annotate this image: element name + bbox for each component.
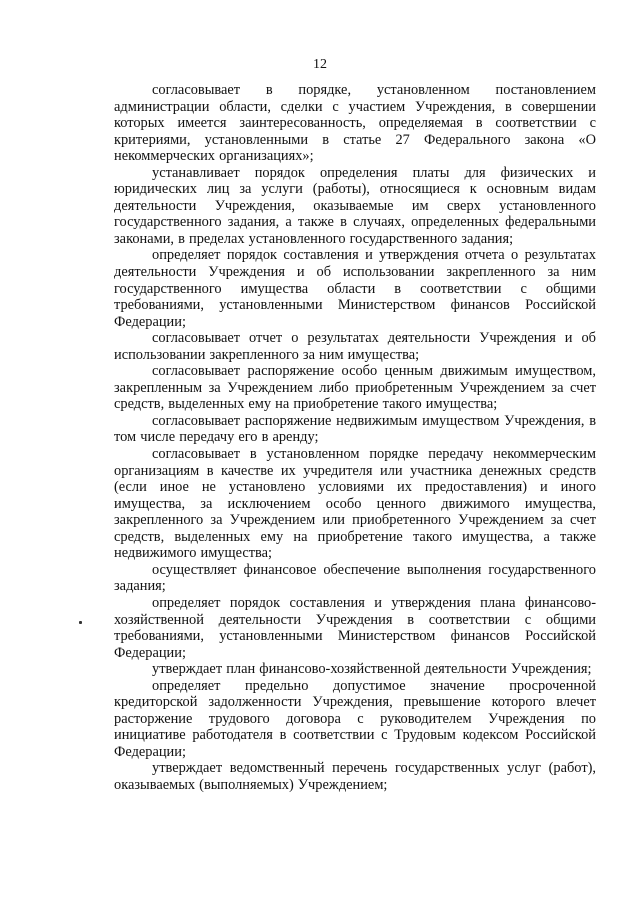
paragraph-plan-procedure: определяет порядок составления и утверждения плана финансово-хозяйственной деятельности Учреждения в соответствии с общими требованиями, установленными Министерством финансов Российской Федерации;	[114, 594, 596, 661]
paragraph-approve-transactions: согласовывает в порядке, установленном постановлением администрации области, сделки с участием Учреждения, в совершении которых имеется заинтересованность, определяемая в соответствии с критериями, установленными в статье 27 Федерального закона «О некоммерческих организациях»;	[114, 82, 596, 165]
document-body	[114, 82, 596, 794]
paragraph-overdue-debt: определяет предельно допустимое значение просроченной кредиторской задолженности Учреждения, превышение которого влечет расторжение трудового договора с руководителем Учреждения по инициативе работодателя в соответствии с Трудовым кодексом Российской Федерации;	[114, 677, 596, 760]
paragraph-payment-procedure: устанавливает порядок определения платы для физических и юридических лиц за услуги (работы), относящиеся к основным видам деятельности Учреждения, оказываемые им сверх установленного государственного задания, а также в случаях, определенных федеральными законами, в пределах установленного государственного задания;	[114, 164, 596, 247]
page-number: 12	[313, 57, 327, 72]
paragraph-report-procedure: определяет порядок составления и утверждения отчета о результатах деятельности Учреждения и об использовании закрепленного за ним государственного имущества области в соответствии с общими требованиями, установленными Министерством финансов Российской Федерации;	[114, 247, 596, 330]
paragraph-real-estate: согласовывает распоряжение недвижимым имуществом Учреждения, в том числе передачу его в аренду;	[114, 412, 596, 446]
paragraph-approve-plan: утверждает план финансово-хозяйственной деятельности Учреждения;	[152, 661, 592, 678]
paragraph-services-list: утверждает ведомственный перечень государственных услуг (работ), оказываемых (выполняемых) Учреждением;	[114, 760, 596, 793]
paragraph-approve-report: согласовывает отчет о результатах деятельности Учреждения и об использовании закрепленного за ним имущества;	[114, 330, 596, 363]
paragraph-financial-support: осуществляет финансовое обеспечение выполнения государственного задания;	[114, 561, 596, 595]
scan-speck	[79, 621, 82, 624]
paragraph-transfer-to-nonprofits: согласовывает в установленном порядке передачу некоммерческим организациям в качестве их учредителя или участника денежных средств (если иное не установлено условиями их предоставления) и иного имущества, за исключением особо ценного движимого имущества, закрепленного за Учреждением или приобретенного Учреждением за счет средств, выделенных ему на приобретение такого имущества, а также недвижимого имущества;	[114, 446, 596, 562]
paragraph-movable-property: согласовывает распоряжение особо ценным движимым имуществом, закрепленным за Учреждением либо приобретенным Учреждением за счет средств, выделенных ему на приобретение такого имущества;	[114, 363, 596, 413]
